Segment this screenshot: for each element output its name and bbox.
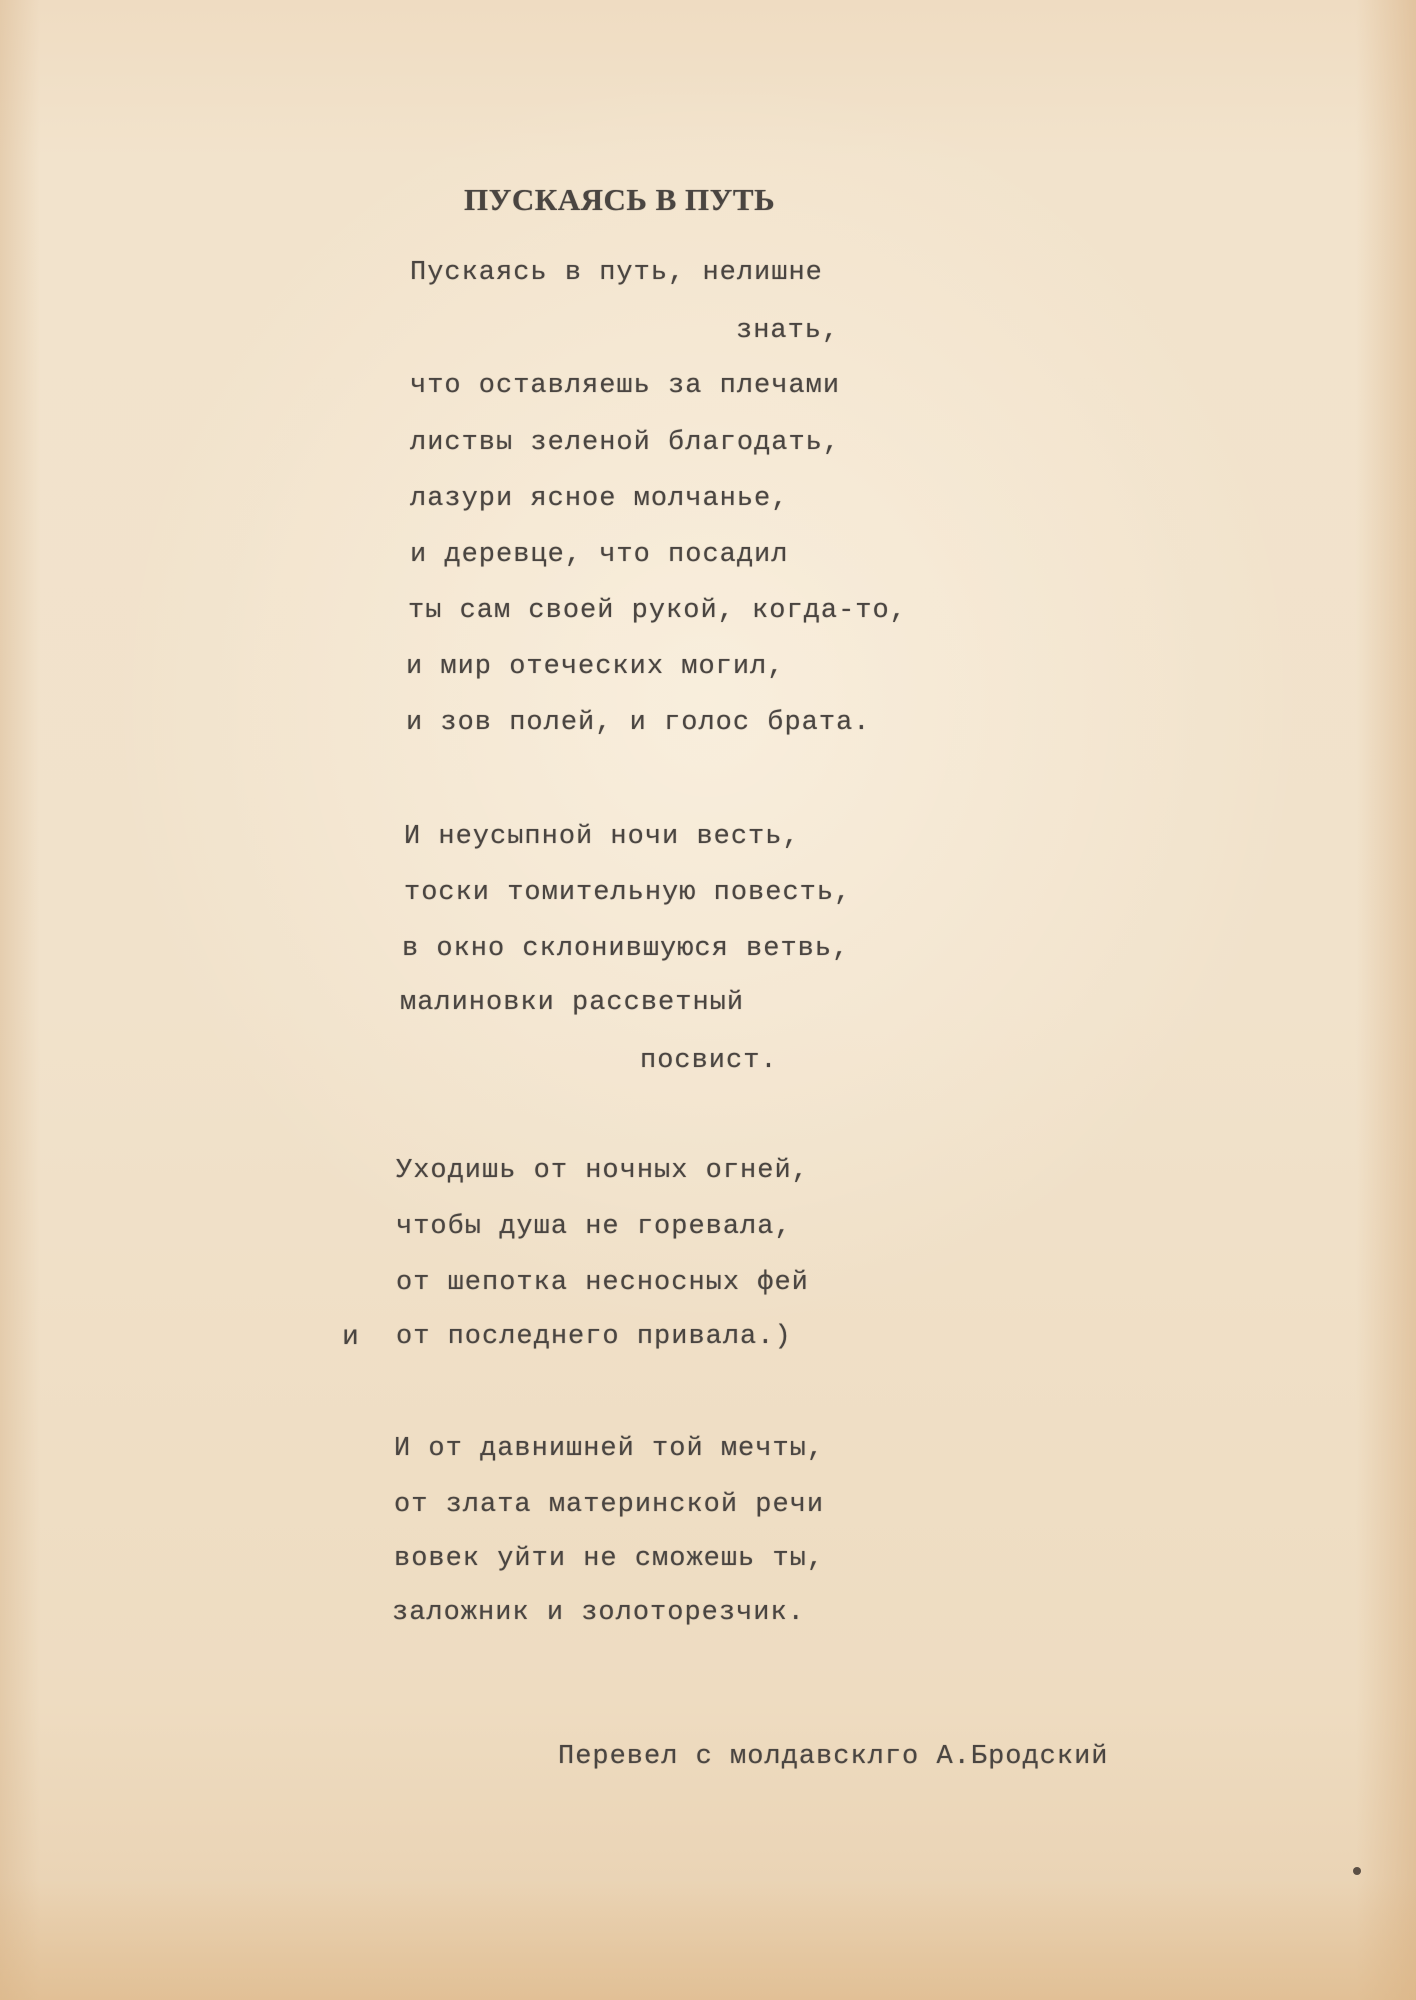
poem-line: малиновки рассветный [400,988,745,1018]
paper-edge-bottom [0,1880,1416,2000]
poem-line: от злата материнской речи [394,1490,825,1520]
poem-line: заложник и золоторезчик. [392,1598,805,1628]
poem-line: что оставляешь за плечами [410,371,841,401]
poem-line: от шепотка несносных фей [396,1268,809,1298]
poem-line: И неусыпной ночи весть, [404,822,800,852]
poem-line: и зов полей, и голос брата. [406,708,871,738]
poem-title: ПУСКАЯСЬ В ПУТЬ [464,182,776,217]
translator-signature: Перевел с молдавсклго А.Бродский [558,1742,1109,1772]
poem-line: Пускаясь в путь, нелишне [410,258,823,288]
poem-line: Уходишь от ночных огней, [396,1156,809,1186]
poem-line: в окно склонившуюся ветвь, [402,934,850,964]
poem-line: И от давнишней той мечты, [394,1434,825,1464]
poem-line: и деревце, что посадил [410,540,789,570]
paper-speck [1353,1867,1361,1875]
poem-line: чтобы душа не горевала, [396,1212,792,1242]
poem-line: ты сам своей рукой, когда-то, [408,596,907,626]
paper-edge-right [1356,0,1416,2000]
poem-line: лазури ясное молчанье, [410,484,789,514]
paper-edge-left [0,0,40,2000]
poem-line: листвы зеленой благодать, [410,428,841,458]
poem-line: и мир отеческих могил, [406,652,785,682]
poem-line: тоски томительную повесть, [404,878,852,908]
poem-line: знать, [736,316,840,346]
poem-line: от последнего привала.) [396,1322,792,1352]
handwritten-margin-mark: и [342,1322,360,1353]
poem-line: вовек уйти не сможешь ты, [394,1544,825,1574]
poem-line: посвист. [640,1046,778,1076]
